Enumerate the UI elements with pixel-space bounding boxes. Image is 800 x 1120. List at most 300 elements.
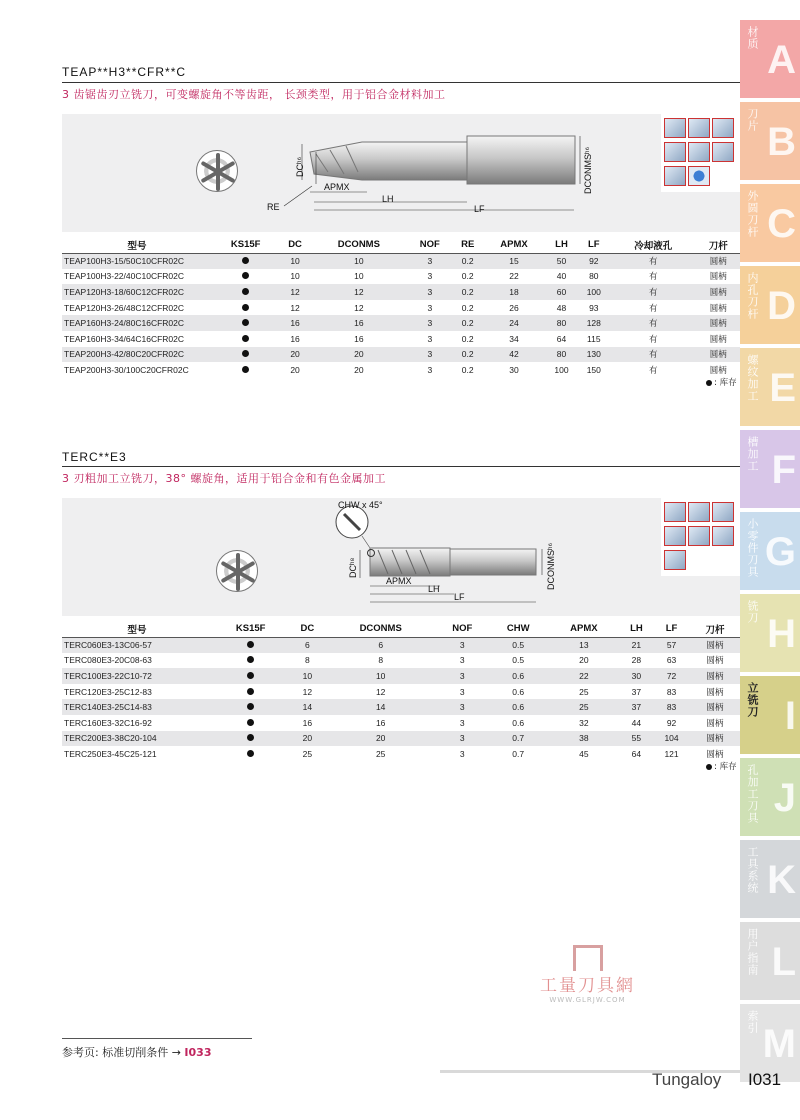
table-cell: 8: [378, 655, 384, 666]
stock-dot-icon: [706, 764, 712, 770]
table-cell: 16: [279, 315, 310, 331]
profiling-icon: [712, 526, 734, 546]
table-cell: 16: [311, 315, 407, 331]
table-cell: 100: [578, 284, 610, 300]
table-cell: 130: [578, 347, 610, 363]
in-stock-dot-icon: [247, 656, 254, 663]
column-header: RE: [453, 237, 483, 253]
in-stock-dot-icon: [242, 335, 249, 342]
slotting-icon: [688, 118, 710, 138]
column-header: KS15F: [212, 621, 289, 637]
table-cell: 93: [589, 302, 599, 313]
chapter-tab-label: 螺纹加工: [746, 354, 759, 402]
side-milling-icon: [664, 118, 686, 138]
table-row: [62, 362, 740, 378]
ramping-icon: [712, 502, 734, 522]
column-header: 型号: [62, 237, 212, 253]
table-cell: 10: [354, 271, 364, 282]
in-stock-dot-icon: [247, 750, 254, 757]
chapter-tab-b[interactable]: [740, 102, 800, 180]
chapter-tab-l[interactable]: [740, 922, 800, 1000]
chapter-tab-f[interactable]: [740, 430, 800, 508]
chapter-tab-letter: D: [767, 284, 796, 328]
table-cell: 3: [407, 347, 453, 363]
label-lf: LF: [474, 204, 485, 214]
section2-rule: [62, 466, 740, 467]
pocketing-icon: [664, 526, 686, 546]
reference-page-link[interactable]: [62, 1044, 211, 1060]
table-cell: 有: [610, 253, 697, 269]
chapter-tab-k[interactable]: [740, 840, 800, 918]
table-cell: 13: [548, 637, 620, 653]
column-header: CHW: [489, 621, 548, 637]
table-cell: 0.7: [512, 748, 525, 759]
helical-icon: [664, 550, 686, 570]
table-cell: 3: [427, 271, 433, 282]
chapter-tab-letter: A: [767, 38, 796, 82]
in-stock-dot-icon: [242, 272, 249, 279]
chapter-tab-letter: E: [769, 366, 796, 410]
section1-spec-table: [62, 237, 740, 378]
table-cell: 14: [325, 699, 436, 715]
profiling-icon: [712, 142, 734, 162]
table-cell: 3: [459, 686, 465, 697]
stock-cell: [212, 653, 289, 669]
model-code: TEAP200H3-42/80C20CFR02C: [62, 347, 212, 363]
in-stock-dot-icon: [247, 672, 254, 679]
table-cell: 80: [545, 315, 577, 331]
model-code: TEAP160H3-24/80C16CFR02C: [62, 315, 212, 331]
ramping-icon: [712, 118, 734, 138]
table-cell: 12: [290, 302, 300, 313]
column-header: DCONMS: [325, 621, 436, 637]
table-cell: 圆柄: [709, 271, 727, 282]
chapter-tab-c[interactable]: [740, 184, 800, 262]
table-cell: 有: [649, 333, 658, 344]
stock-cell: [212, 746, 289, 762]
table-cell: 0.5: [512, 655, 525, 666]
table-row: [62, 253, 740, 269]
pocketing-icon: [664, 142, 686, 162]
stock-cell: [212, 284, 279, 300]
in-stock-dot-icon: [247, 719, 254, 726]
chapter-tab-label: 用户指南: [746, 928, 759, 976]
table-cell: 6: [289, 637, 325, 653]
table-cell: 128: [578, 315, 610, 331]
chapter-tab-letter: M: [762, 1022, 796, 1066]
stock-cell: [212, 269, 279, 285]
chapter-tab-letter: C: [767, 202, 796, 246]
chapter-tab-letter: H: [767, 612, 796, 656]
table-row: [62, 347, 740, 363]
stock-cell: [212, 315, 279, 331]
table-cell: 32: [579, 717, 589, 728]
section2-subtitle: 3 刃粗加工立铣刀，38° 螺旋角，适用于铝合金和有色金属加工: [62, 472, 386, 485]
table-cell: 42: [483, 347, 546, 363]
table-cell: 圆柄: [706, 748, 724, 759]
in-stock-dot-icon: [247, 641, 254, 648]
table-cell: 0.2: [461, 271, 474, 282]
chapter-tab-j[interactable]: [740, 758, 800, 836]
stock-cell: [212, 331, 279, 347]
table-cell: 圆柄: [709, 333, 727, 344]
page-number: I031: [748, 1070, 782, 1089]
table-cell: 0.2: [461, 364, 474, 375]
table-cell: 3: [407, 284, 453, 300]
table-cell: 3: [459, 655, 465, 666]
section2-figure: [62, 498, 740, 616]
coolant-icon: [688, 166, 710, 186]
model-code: TERC100E3-22C10-72: [62, 668, 212, 684]
table-cell: 0.6: [512, 686, 525, 697]
table-row: [62, 269, 740, 285]
table-cell: 30: [509, 364, 519, 375]
column-header: NOF: [436, 621, 489, 637]
model-code: TERC250E3-45C25-121: [64, 748, 157, 759]
chapter-tab-d[interactable]: [740, 266, 800, 344]
table-cell: 80: [589, 271, 599, 282]
table-cell: 0.6: [489, 699, 548, 715]
table-cell: 圆柄: [690, 699, 740, 715]
table-cell: 48: [556, 302, 567, 313]
table-cell: 16: [290, 333, 300, 344]
chapter-tab-letter: F: [771, 448, 796, 492]
table-row: [62, 746, 740, 762]
table-row: [62, 699, 740, 715]
chapter-tab-letter: I: [784, 694, 796, 738]
plunging-icon: [688, 142, 710, 162]
footer-rule: [62, 1038, 252, 1039]
table-cell: 3: [436, 637, 489, 653]
table-cell: 圆柄: [697, 284, 740, 300]
table-cell: 3: [427, 302, 433, 313]
table-row: [62, 731, 740, 747]
column-header: APMX: [483, 237, 546, 253]
table-cell: 16: [302, 717, 313, 728]
chapter-tab-a[interactable]: [740, 20, 800, 98]
stock-legend-text: : 库存: [714, 762, 737, 772]
stock-cell: [212, 300, 279, 316]
operation-icons-panel: [661, 498, 740, 576]
in-stock-dot-icon: [247, 703, 254, 710]
chapter-tab-letter: K: [767, 858, 796, 902]
table-cell: 115: [587, 333, 601, 344]
table-cell: 圆柄: [709, 364, 727, 375]
stock-cell: [212, 637, 289, 653]
model-code: TEAP120H3-26/48C12CFR02C: [64, 302, 185, 313]
chapter-tab-label: 内孔刀杆: [746, 272, 759, 320]
chapter-tab-label: 外圆刀杆: [746, 190, 759, 238]
table-cell: 25: [548, 699, 620, 715]
table-cell: 3: [436, 731, 489, 747]
table-cell: 72: [653, 668, 690, 684]
stock-cell: [212, 347, 279, 363]
table-cell: 83: [653, 699, 690, 715]
column-header: LH: [620, 621, 653, 637]
table-cell: 0.6: [512, 717, 525, 728]
stock-cell: [212, 699, 289, 715]
table-cell: 92: [578, 253, 610, 269]
table-cell: 45: [579, 748, 589, 759]
table-cell: 25: [302, 748, 313, 759]
table-cell: 60: [545, 284, 577, 300]
table-cell: 24: [483, 315, 546, 331]
model-code: TEAP100H3-15/50C10CFR02C: [62, 253, 212, 269]
chapter-tab-letter: L: [771, 940, 796, 984]
table-cell: 0.2: [453, 315, 483, 331]
table-cell: 0.2: [453, 253, 483, 269]
chapter-tab-label: 材质: [746, 26, 759, 50]
table-row: [62, 653, 740, 669]
model-code: TERC120E3-25C12-83: [64, 686, 152, 697]
section2-title: TERC**E3: [62, 450, 127, 464]
table-cell: 10: [279, 253, 310, 269]
table-cell: 150: [586, 364, 601, 375]
table-cell: 3: [407, 253, 453, 269]
table-cell: 有: [649, 302, 658, 313]
table-row: [62, 715, 740, 731]
model-code: TEAP200H3-30/100C20CFR02C: [64, 364, 189, 375]
table-cell: 0.5: [489, 637, 548, 653]
table-cell: 25: [579, 686, 589, 697]
table-cell: 圆柄: [690, 668, 740, 684]
label-apmx: APMX: [324, 182, 350, 192]
table-cell: 10: [289, 668, 325, 684]
model-code: TEAP120H3-18/60C12CFR02C: [62, 284, 212, 300]
chapter-tab-i[interactable]: [740, 676, 800, 754]
stock-cell: [212, 362, 279, 378]
table-cell: 0.6: [489, 668, 548, 684]
operation-icons-panel: [661, 114, 740, 192]
chapter-tab-label: 小零件刀具: [746, 518, 759, 578]
table-cell: 92: [666, 717, 677, 728]
section1-tool-drawing: [62, 114, 740, 232]
section2-spec-table: [62, 621, 740, 762]
table-cell: 0.2: [453, 284, 483, 300]
table-cell: 12: [375, 686, 386, 697]
model-code: TERC160E3-32C16-92: [64, 717, 152, 728]
model-code: TEAP100H3-22/40C10CFR02C: [64, 271, 185, 282]
table-cell: 40: [556, 271, 567, 282]
table-cell: 38: [548, 731, 620, 747]
helical-icon: [664, 166, 686, 186]
column-header: LH: [545, 237, 577, 253]
table-cell: 3: [407, 315, 453, 331]
column-header: 刀杆: [690, 621, 740, 637]
model-code: TERC140E3-25C14-83: [62, 699, 212, 715]
table-cell: 3: [427, 364, 433, 375]
table-row: [62, 284, 740, 300]
table-cell: 0.7: [489, 731, 548, 747]
watermark-name: 工量刀具網: [540, 976, 635, 996]
section1-title: TEAP**H3**CFR**C: [62, 65, 187, 79]
table-cell: 12: [279, 284, 310, 300]
table-cell: 10: [311, 253, 407, 269]
table-cell: 3: [459, 717, 465, 728]
table-cell: 16: [354, 333, 364, 344]
table-cell: 6: [325, 637, 436, 653]
label-lf: LF: [454, 592, 465, 602]
table-row: [62, 668, 740, 684]
chapter-tab-e[interactable]: [740, 348, 800, 426]
table-cell: 37: [631, 686, 642, 697]
table-cell: 80: [545, 347, 577, 363]
table-cell: 圆柄: [706, 686, 724, 697]
label-dc: DCʰ⁶: [295, 156, 305, 177]
label-dc: DCʰ⁸: [348, 557, 358, 578]
chapter-tab-label: 铣刀: [746, 600, 759, 624]
stock-cell: [212, 668, 289, 684]
chapter-tab-letter: J: [773, 776, 796, 820]
stock-legend-text: : 库存: [714, 378, 737, 388]
table-cell: 有: [649, 364, 658, 375]
reference-label: 参考页: 标准切削条件 →: [62, 1046, 185, 1059]
column-header: KS15F: [212, 237, 279, 253]
table-cell: 14: [289, 699, 325, 715]
table-cell: 83: [666, 686, 677, 697]
column-header: 刀杆: [697, 237, 740, 253]
model-code: TERC060E3-13C06-57: [62, 637, 212, 653]
table-cell: 10: [325, 668, 436, 684]
table-row: [62, 300, 740, 316]
stock-cell: [212, 715, 289, 731]
side-milling-icon: [664, 502, 686, 522]
table-cell: 有: [610, 315, 697, 331]
table-cell: 有: [649, 271, 658, 282]
stock-cell: [212, 731, 289, 747]
table-cell: 圆柄: [690, 637, 740, 653]
label-apmx: APMX: [386, 576, 412, 586]
stock-cell: [212, 684, 289, 700]
table-cell: 8: [305, 655, 310, 666]
table-cell: 121: [664, 748, 679, 759]
table-cell: 20: [290, 364, 300, 375]
table-cell: 3: [459, 748, 465, 759]
watermark: [540, 945, 635, 1004]
section1-figure: [62, 114, 740, 232]
section2-tool-drawing: [62, 498, 740, 616]
table-cell: 12: [354, 302, 364, 313]
in-stock-dot-icon: [242, 304, 249, 311]
table-cell: 64: [631, 748, 642, 759]
table-cell: 3: [427, 333, 433, 344]
chapter-tab-label: 刀片: [746, 108, 759, 132]
chapter-tab-letter: G: [764, 530, 796, 574]
table-cell: 3: [436, 668, 489, 684]
table-cell: 20: [579, 655, 589, 666]
table-row: [62, 684, 740, 700]
table-cell: 64: [556, 333, 567, 344]
chapter-tab-label: 立铣刀: [746, 682, 759, 718]
column-header: DC: [289, 621, 325, 637]
table-cell: 44: [631, 717, 642, 728]
in-stock-dot-icon: [242, 257, 249, 264]
in-stock-dot-icon: [242, 288, 249, 295]
model-code: TERC080E3-20C08-63: [64, 655, 152, 666]
reference-page-number[interactable]: I033: [184, 1046, 212, 1059]
table-cell: 0.2: [461, 302, 474, 313]
model-code: TEAP160H3-34/64C16CFR02C: [64, 333, 185, 344]
in-stock-dot-icon: [242, 319, 249, 326]
in-stock-dot-icon: [242, 366, 249, 373]
chapter-tab-h[interactable]: [740, 594, 800, 672]
table-cell: 有: [610, 347, 697, 363]
table-cell: 21: [620, 637, 653, 653]
table-cell: 12: [302, 686, 313, 697]
table-cell: 15: [483, 253, 546, 269]
table-cell: 圆柄: [697, 253, 740, 269]
table-row: [62, 331, 740, 347]
table-row: [62, 315, 740, 331]
table-cell: 圆柄: [709, 302, 727, 313]
table-cell: 圆柄: [697, 315, 740, 331]
column-header: LF: [653, 621, 690, 637]
table-cell: 有: [610, 284, 697, 300]
table-cell: 圆柄: [690, 731, 740, 747]
column-header: APMX: [548, 621, 620, 637]
chapter-tab-letter: B: [767, 120, 796, 164]
model-code: TERC200E3-38C20-104: [62, 731, 212, 747]
table-cell: 16: [375, 717, 386, 728]
table-cell: 100: [554, 364, 569, 375]
label-lh: LH: [428, 584, 440, 594]
section2-stock-legend: [706, 760, 737, 772]
column-header: LF: [578, 237, 610, 253]
table-cell: 104: [653, 731, 690, 747]
in-stock-dot-icon: [247, 688, 254, 695]
table-cell: 3: [436, 699, 489, 715]
section1-rule: [62, 82, 740, 83]
table-cell: 10: [290, 271, 300, 282]
column-header: DC: [279, 237, 310, 253]
chapter-tab-label: 工具系统: [746, 846, 759, 894]
column-header: DCONMS: [311, 237, 407, 253]
watermark-logo-icon: [573, 945, 603, 971]
table-cell: 57: [653, 637, 690, 653]
section1-stock-legend: [706, 376, 737, 388]
table-cell: 0.2: [461, 333, 474, 344]
chapter-tab-label: 索引: [746, 1010, 759, 1034]
chapter-tab-label: 孔加工刀具: [746, 764, 759, 824]
label-dconms: DCONMSʰ⁶: [583, 146, 593, 194]
table-cell: 37: [620, 699, 653, 715]
table-cell: 22: [548, 668, 620, 684]
table-cell: 20: [311, 347, 407, 363]
plunging-icon: [688, 526, 710, 546]
table-cell: 20: [279, 347, 310, 363]
table-cell: 18: [483, 284, 546, 300]
table-cell: 55: [620, 731, 653, 747]
label-dconms: DCONMSʰ⁶: [546, 542, 556, 590]
brand-name: Tungaloy: [652, 1070, 722, 1089]
table-cell: 25: [375, 748, 386, 759]
stock-dot-icon: [706, 380, 712, 386]
table-cell: 圆柄: [706, 655, 724, 666]
table-row: [62, 637, 740, 653]
watermark-url: WWW.GLRJW.COM: [549, 996, 626, 1004]
table-cell: 50: [545, 253, 577, 269]
table-cell: 0.2: [453, 347, 483, 363]
column-header: 冷却液孔: [610, 237, 697, 253]
stock-cell: [212, 253, 279, 269]
chapter-tab-g[interactable]: [740, 512, 800, 590]
table-cell: 22: [509, 271, 519, 282]
in-stock-dot-icon: [242, 350, 249, 357]
table-cell: 12: [311, 284, 407, 300]
in-stock-dot-icon: [247, 734, 254, 741]
table-cell: 圆柄: [706, 717, 724, 728]
table-cell: 20: [354, 364, 364, 375]
